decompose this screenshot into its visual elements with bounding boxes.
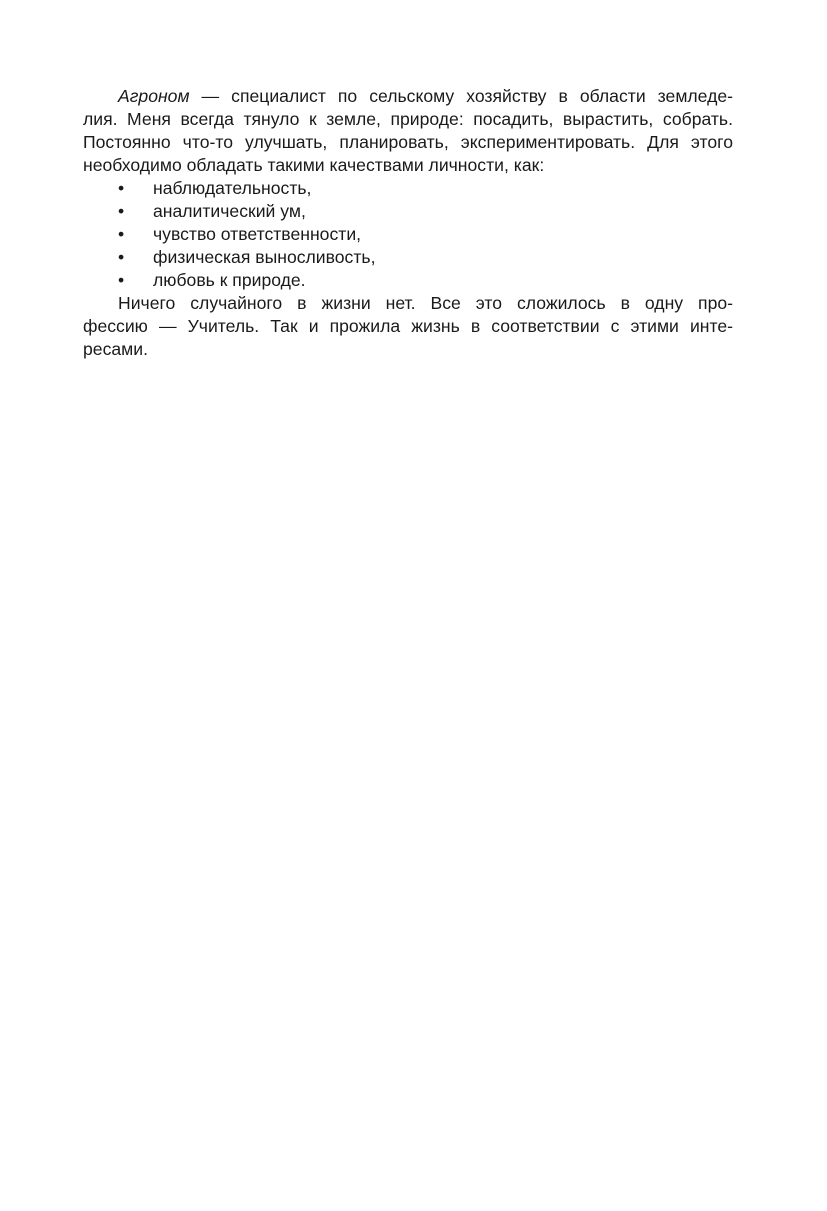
list-item-text: аналитический ум,	[153, 201, 306, 221]
list-item	[83, 246, 733, 269]
paragraph-agronomist	[83, 85, 733, 177]
document-page	[83, 85, 733, 361]
paragraph-line	[83, 85, 733, 108]
bullet-icon: •	[118, 224, 125, 244]
paragraph-line: необходимо обладать такими качествами личности, как:	[83, 155, 545, 175]
list-item	[83, 269, 733, 292]
paragraph-line: Постоянно что-то улучшать, планировать, экспериментировать. Для этого	[83, 132, 733, 152]
bullet-icon: •	[118, 178, 125, 198]
bullet-icon: •	[118, 270, 125, 290]
paragraph-text: — специалист по сельскому хозяйству в области земледе-	[189, 86, 733, 106]
bullet-icon: •	[118, 201, 125, 221]
paragraph-line: Ничего случайного в жизни нет. Все это сложилось в одну про-	[118, 293, 733, 313]
paragraph-line: фессию — Учитель. Так и прожила жизнь в соответствии с этими инте-	[83, 316, 733, 336]
list-item-text: наблюдательность,	[153, 178, 312, 198]
list-item-text: физическая выносливость,	[153, 247, 376, 267]
list-item	[83, 223, 733, 246]
list-item-text: чувство ответственности,	[153, 224, 362, 244]
list-item	[83, 200, 733, 223]
term-agronomist: Агроном	[118, 86, 190, 106]
list-item-text: любовь к природе.	[153, 270, 306, 290]
paragraph-line: ресами.	[83, 339, 148, 359]
list-item	[83, 177, 733, 200]
qualities-list	[83, 177, 733, 292]
bullet-icon: •	[118, 247, 125, 267]
paragraph-conclusion	[83, 292, 733, 361]
paragraph-line: лия. Меня всегда тянуло к земле, природе: посадить, вырастить, собрать.	[83, 109, 733, 129]
